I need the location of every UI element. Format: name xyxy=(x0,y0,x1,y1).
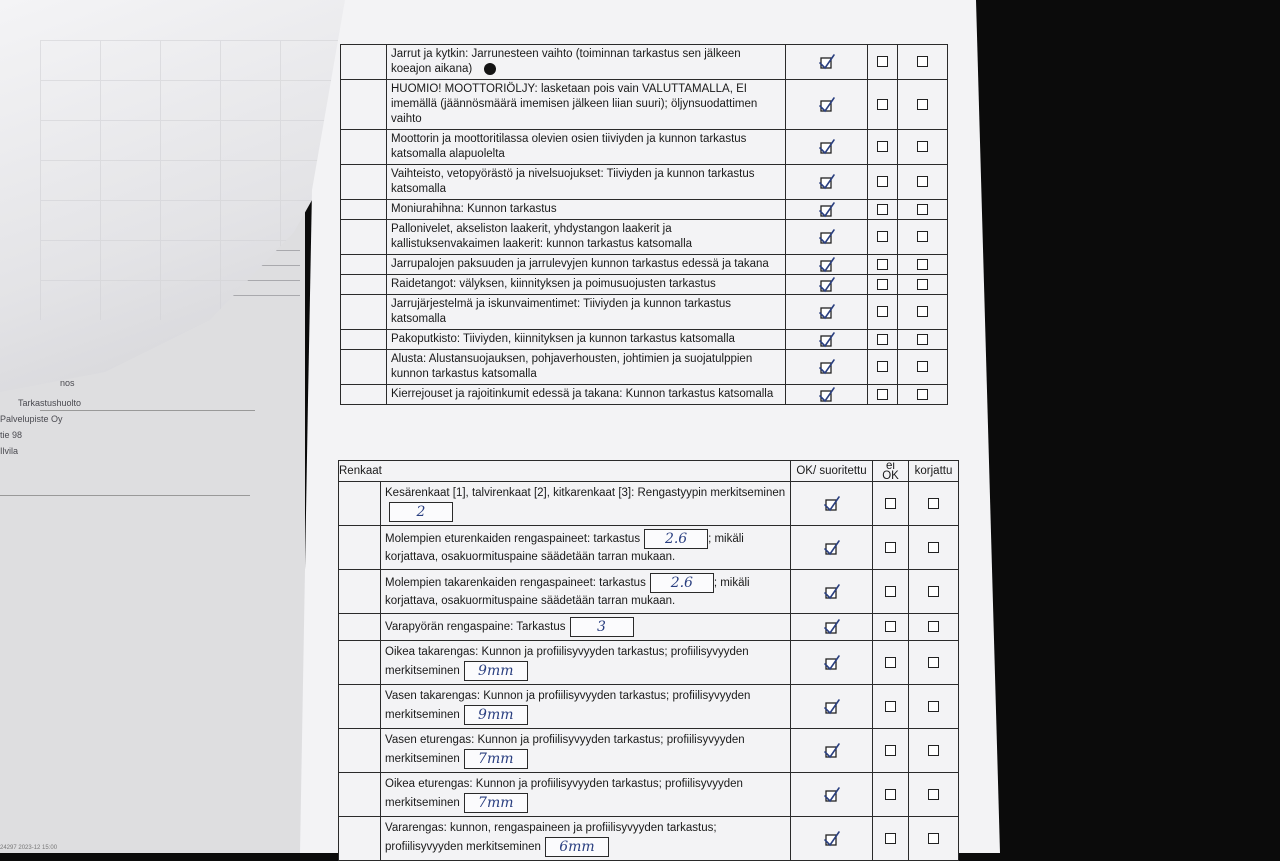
not-ok-checkbox[interactable] xyxy=(877,259,888,270)
row-margin xyxy=(339,526,381,570)
ok-checkbox[interactable] xyxy=(791,773,873,817)
not-ok-checkbox[interactable] xyxy=(885,789,896,800)
handwritten-value-field[interactable]: 2.6 xyxy=(644,529,708,549)
row-margin xyxy=(339,773,381,817)
row-description: Oikea eturengas: Kunnon ja profiilisyvyyden tarkastus; profiilisyvyyden merkitseminen 7mm xyxy=(381,773,791,817)
check-mark-icon xyxy=(817,358,837,376)
row-margin xyxy=(341,295,387,330)
not-ok-checkbox[interactable] xyxy=(885,657,896,668)
ok-checkbox[interactable] xyxy=(786,255,868,275)
row-description: Alusta: Alustansuojauksen, pohjaverhousten, johtimien ja suojatulppien kunnon tarkastus katsomalla xyxy=(387,350,786,385)
checklist-table-tyres xyxy=(338,460,959,861)
fixed-checkbox[interactable] xyxy=(917,141,928,152)
table-row xyxy=(339,817,959,861)
check-mark-icon xyxy=(822,618,842,636)
fixed-checkbox[interactable] xyxy=(917,176,928,187)
ok-checkbox[interactable] xyxy=(786,45,868,80)
ok-checkbox[interactable] xyxy=(786,330,868,350)
table-row xyxy=(341,80,948,130)
handwritten-value-field[interactable]: 7mm xyxy=(464,793,528,813)
table-row xyxy=(339,685,959,729)
table-row xyxy=(339,570,959,614)
not-ok-checkbox[interactable] xyxy=(877,231,888,242)
check-mark-icon xyxy=(817,173,837,191)
ok-checkbox[interactable] xyxy=(791,729,873,773)
handwritten-value-field[interactable]: 7mm xyxy=(464,749,528,769)
row-description: Moniurahihna: Kunnon tarkastus xyxy=(387,200,786,220)
row-margin xyxy=(339,729,381,773)
fixed-checkbox[interactable] xyxy=(917,204,928,215)
table-row xyxy=(341,165,948,200)
not-ok-checkbox[interactable] xyxy=(877,176,888,187)
table-row xyxy=(339,729,959,773)
row-margin xyxy=(339,817,381,861)
not-ok-checkbox[interactable] xyxy=(877,99,888,110)
table-row xyxy=(341,255,948,275)
row-margin xyxy=(341,45,387,80)
not-ok-checkbox[interactable] xyxy=(877,204,888,215)
table-row xyxy=(341,295,948,330)
row-margin xyxy=(339,685,381,729)
row-margin xyxy=(341,350,387,385)
row-margin xyxy=(339,641,381,685)
ok-checkbox[interactable] xyxy=(786,220,868,255)
fixed-checkbox[interactable] xyxy=(928,657,939,668)
row-margin xyxy=(339,570,381,614)
not-ok-checkbox[interactable] xyxy=(877,56,888,67)
row-margin xyxy=(339,614,381,641)
not-ok-checkbox[interactable] xyxy=(877,279,888,290)
row-margin xyxy=(341,220,387,255)
ok-checkbox[interactable] xyxy=(786,130,868,165)
not-ok-checkbox[interactable] xyxy=(877,389,888,400)
check-mark-icon xyxy=(817,331,837,349)
table-row xyxy=(341,200,948,220)
fixed-checkbox[interactable] xyxy=(928,586,939,597)
handwritten-value-field[interactable]: 6mm xyxy=(545,837,609,857)
ok-checkbox[interactable] xyxy=(786,385,868,405)
ok-checkbox[interactable] xyxy=(791,614,873,641)
ok-checkbox[interactable] xyxy=(791,526,873,570)
checklist-table-general xyxy=(340,44,948,405)
fixed-checkbox[interactable] xyxy=(917,56,928,67)
fixed-checkbox[interactable] xyxy=(917,279,928,290)
table-row xyxy=(339,614,959,641)
fixed-checkbox[interactable] xyxy=(917,259,928,270)
row-description: Kesärenkaat [1], talvirenkaat [2], kitkarenkaat [3]: Rengastyypin merkitseminen2 xyxy=(381,482,791,526)
background-text-line: tie 98 xyxy=(0,430,23,440)
row-margin xyxy=(341,130,387,165)
fixed-checkbox[interactable] xyxy=(917,231,928,242)
row-description: HUOMIO! MOOTTORIÖLJY: lasketaan pois vain VALUTTAMALLA, EI imemällä (jäännösmäärä imemisen jälkeen liian suuri); öljynsuodattimen vaihto xyxy=(387,80,786,130)
check-mark-icon xyxy=(822,495,842,513)
row-description: Raidetangot: välyksen, kiinnityksen ja poimusuojusten tarkastus xyxy=(387,275,786,295)
row-description: Vasen takarengas: Kunnon ja profiilisyvyyden tarkastus; profiilisyvyyden merkitseminen 9mm xyxy=(381,685,791,729)
fixed-checkbox[interactable] xyxy=(928,621,939,632)
check-mark-icon xyxy=(817,138,837,156)
row-description: Jarrut ja kytkin: Jarrunesteen vaihto (toiminnan tarkastus sen jälkeen koeajon aikana) xyxy=(387,45,786,80)
row-description: Varapyörän rengaspaine: Tarkastus 3 xyxy=(381,614,791,641)
row-description: Vasen eturengas: Kunnon ja profiilisyvyyden tarkastus; profiilisyvyyden merkitseminen 7mm xyxy=(381,729,791,773)
ok-checkbox[interactable] xyxy=(791,570,873,614)
row-description: Pakoputkisto: Tiiviyden, kiinnityksen ja kunnon tarkastus katsomalla xyxy=(387,330,786,350)
check-mark-icon xyxy=(817,386,837,404)
table-row xyxy=(341,385,948,405)
ok-checkbox[interactable] xyxy=(786,165,868,200)
background-text-line: nos xyxy=(60,378,75,388)
check-mark-icon xyxy=(817,256,837,274)
row-margin xyxy=(341,80,387,130)
row-description: Jarrujärjestelmä ja iskunvaimentimet: Tiiviyden ja kunnon tarkastus katsomalla xyxy=(387,295,786,330)
table-row xyxy=(341,220,948,255)
background-text-line: Palvelupiste Oy xyxy=(0,414,63,424)
row-margin xyxy=(339,482,381,526)
check-mark-icon xyxy=(817,201,837,219)
check-mark-icon xyxy=(822,654,842,672)
row-margin xyxy=(341,330,387,350)
punch-hole xyxy=(484,63,496,75)
row-description: Molempien eturenkaiden rengaspaineet: tarkastus 2.6 ; mikäli korjattava, osakuormituspaine säädetään tarran mukaan. xyxy=(381,526,791,570)
table-row xyxy=(339,526,959,570)
section-title: Renkaat xyxy=(339,461,791,482)
not-ok-checkbox[interactable] xyxy=(885,498,896,509)
row-description: Vaihteisto, vetopyörästö ja nivelsuojukset: Tiiviyden ja kunnon tarkastus katsomalla xyxy=(387,165,786,200)
row-description: Jarrupalojen paksuuden ja jarrulevyjen kunnon tarkastus edessä ja takana xyxy=(387,255,786,275)
not-ok-checkbox[interactable] xyxy=(877,361,888,372)
column-header-ok: OK/ suoritettu xyxy=(791,461,873,482)
check-mark-icon xyxy=(822,830,842,848)
not-ok-checkbox[interactable] xyxy=(877,306,888,317)
row-description: Molempien takarenkaiden rengaspaineet: tarkastus 2.6 ; mikäli korjattava, osakuormituspaine säädetään tarran mukaan. xyxy=(381,570,791,614)
table-row xyxy=(341,130,948,165)
row-description: Moottorin ja moottoritilassa olevien osien tiiviyden ja kunnon tarkastus katsomalla alapuolelta xyxy=(387,130,786,165)
handwritten-value-field[interactable]: 2 xyxy=(389,502,453,522)
ok-checkbox[interactable] xyxy=(791,482,873,526)
ok-checkbox[interactable] xyxy=(791,641,873,685)
check-mark-icon xyxy=(822,786,842,804)
check-mark-icon xyxy=(817,276,837,294)
ok-checkbox[interactable] xyxy=(786,200,868,220)
table-row xyxy=(339,482,959,526)
check-mark-icon xyxy=(822,583,842,601)
table-row xyxy=(341,275,948,295)
table-row xyxy=(339,641,959,685)
check-mark-icon xyxy=(822,539,842,557)
ok-checkbox[interactable] xyxy=(786,295,868,330)
not-ok-checkbox[interactable] xyxy=(885,542,896,553)
check-mark-icon xyxy=(817,303,837,321)
not-ok-checkbox[interactable] xyxy=(885,621,896,632)
row-margin xyxy=(341,385,387,405)
check-mark-icon xyxy=(817,53,837,71)
column-header-not-ok: ei OK xyxy=(873,461,909,482)
table-row xyxy=(341,330,948,350)
row-description: Vararengas: kunnon, rengaspaineen ja profiilisyvyyden tarkastus; profiilisyvyyden merkitseminen 6mm xyxy=(381,817,791,861)
row-description: Kierrejouset ja rajoitinkumit edessä ja takana: Kunnon tarkastus katsomalla xyxy=(387,385,786,405)
check-mark-icon xyxy=(817,228,837,246)
fixed-checkbox[interactable] xyxy=(917,99,928,110)
column-header-fixed: korjattu xyxy=(909,461,959,482)
fixed-checkbox[interactable] xyxy=(928,498,939,509)
background-text-line: Ilvila xyxy=(0,446,19,456)
row-margin xyxy=(341,275,387,295)
not-ok-checkbox[interactable] xyxy=(885,833,896,844)
fixed-checkbox[interactable] xyxy=(917,389,928,400)
background-text-line: Tarkastushuolto xyxy=(18,398,82,408)
row-margin xyxy=(341,200,387,220)
row-description: Oikea takarengas: Kunnon ja profiilisyvyyden tarkastus; profiilisyvyyden merkitseminen 9mm xyxy=(381,641,791,685)
ok-checkbox[interactable] xyxy=(786,350,868,385)
check-mark-icon xyxy=(817,96,837,114)
row-margin xyxy=(341,255,387,275)
handwritten-value-field[interactable]: 9mm xyxy=(464,705,528,725)
ok-checkbox[interactable] xyxy=(786,80,868,130)
fixed-checkbox[interactable] xyxy=(917,306,928,317)
fixed-checkbox[interactable] xyxy=(917,334,928,345)
fixed-checkbox[interactable] xyxy=(928,789,939,800)
table-row xyxy=(339,773,959,817)
fixed-checkbox[interactable] xyxy=(928,701,939,712)
table-row xyxy=(341,350,948,385)
row-margin xyxy=(341,165,387,200)
not-ok-checkbox[interactable] xyxy=(885,745,896,756)
row-description: Pallonivelet, akseliston laakerit, yhdystangon laakerit ja kallistuksenvakaimen laakerit: kunnon tarkastus katsomalla xyxy=(387,220,786,255)
check-mark-icon xyxy=(822,742,842,760)
check-mark-icon xyxy=(822,698,842,716)
handwritten-value-field[interactable]: 9mm xyxy=(464,661,528,681)
background-footer: 24297 2023-12 15:00 xyxy=(0,845,58,851)
ok-checkbox[interactable] xyxy=(791,817,873,861)
handwritten-value-field[interactable]: 2.6 xyxy=(650,573,714,593)
table-row xyxy=(341,45,948,80)
fixed-checkbox[interactable] xyxy=(917,361,928,372)
not-ok-checkbox[interactable] xyxy=(885,586,896,597)
fixed-checkbox[interactable] xyxy=(928,542,939,553)
fixed-checkbox[interactable] xyxy=(928,745,939,756)
ok-checkbox[interactable] xyxy=(786,275,868,295)
not-ok-checkbox[interactable] xyxy=(885,701,896,712)
not-ok-checkbox[interactable] xyxy=(877,334,888,345)
fixed-checkbox[interactable] xyxy=(928,833,939,844)
not-ok-checkbox[interactable] xyxy=(877,141,888,152)
handwritten-value-field[interactable]: 3 xyxy=(570,617,634,637)
ok-checkbox[interactable] xyxy=(791,685,873,729)
